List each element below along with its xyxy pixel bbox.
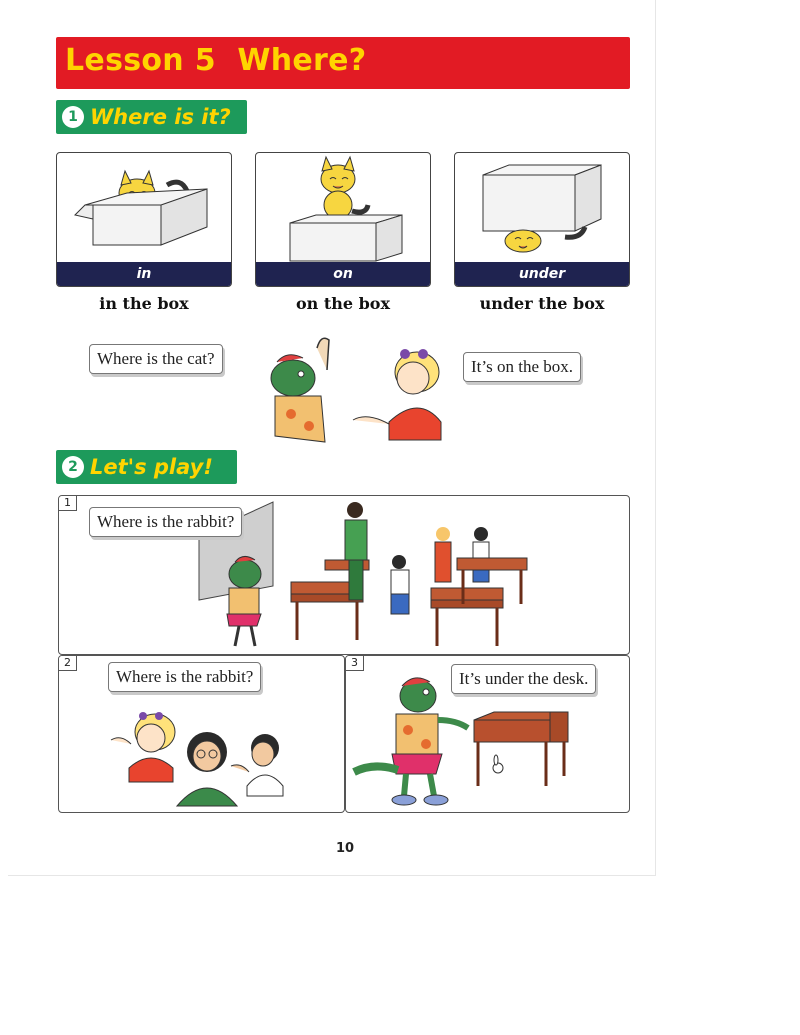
panel-3-number: 3: [346, 656, 364, 671]
section-2-number: 2: [62, 456, 84, 478]
prep-label-in: in: [57, 262, 231, 286]
section-1-number: 1: [62, 106, 84, 128]
prep-label-under: under: [455, 262, 629, 286]
lesson-title: Lesson 5 Where?: [65, 43, 367, 78]
section-2-title: Let's play!: [90, 455, 213, 479]
panel-3-speech-bubble: It’s under the desk.: [451, 664, 596, 694]
comic-panel-1: [58, 495, 630, 655]
prep-label-on: on: [256, 262, 430, 286]
comic-panel-3: [345, 655, 630, 813]
panel-2-speech-bubble: Where is the rabbit?: [108, 662, 261, 692]
panel-1-speech-bubble: Where is the rabbit?: [89, 507, 242, 537]
cat-under-box-illustration: [455, 153, 630, 265]
comic-panel-2: [58, 655, 345, 813]
speech-bubble-question: Where is the cat?: [89, 344, 223, 374]
speech-bubble-answer: It’s on the box.: [463, 352, 581, 382]
panel-2-number: 2: [59, 656, 77, 671]
prep-card-in: [56, 152, 232, 287]
cat-on-box-illustration: [256, 153, 431, 265]
section-1-tag: [56, 100, 247, 134]
cat-in-box-illustration: [57, 153, 232, 265]
prep-caption-in: in the box: [99, 294, 189, 313]
section-2-tag: [56, 450, 237, 484]
page-number: 10: [335, 841, 355, 856]
prep-card-under: [454, 152, 630, 287]
section-1-title: Where is it?: [90, 105, 231, 129]
panel-1-number: 1: [59, 496, 77, 511]
prep-caption-under: under the box: [479, 294, 605, 313]
lesson-banner: [56, 37, 630, 89]
prep-card-on: [255, 152, 431, 287]
prep-caption-on: on the box: [295, 294, 391, 313]
dialogue-characters-illustration: [255, 326, 455, 448]
